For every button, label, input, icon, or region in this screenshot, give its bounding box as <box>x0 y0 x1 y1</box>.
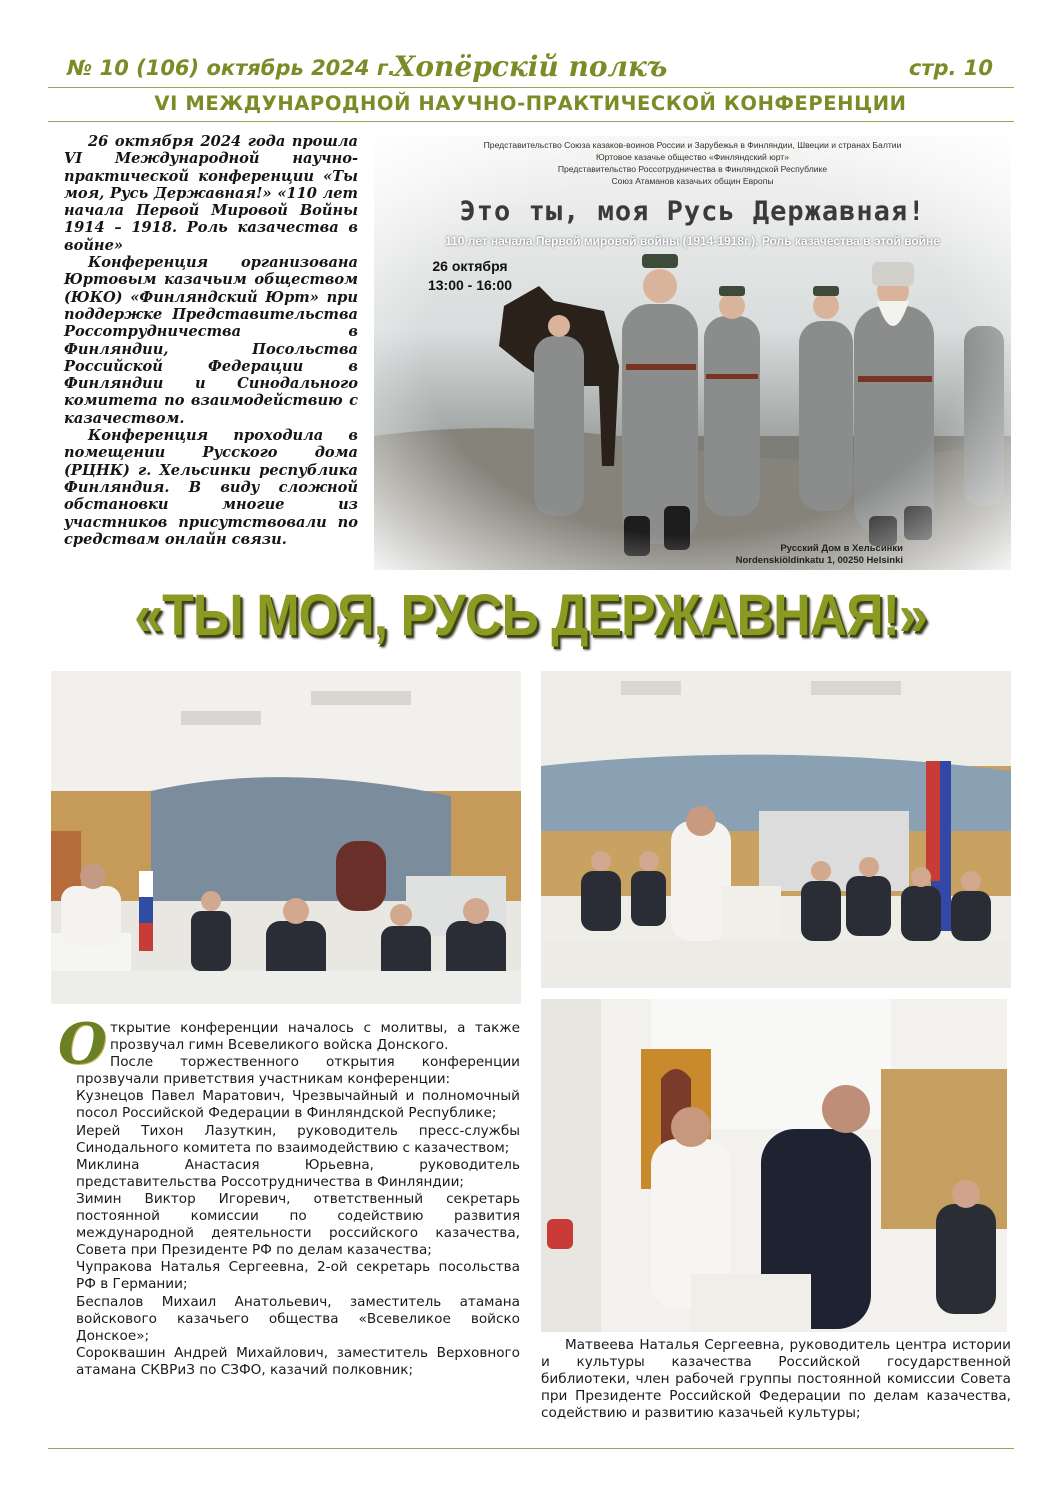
issue-number: № 10 (106) октябрь 2024 г. <box>67 56 396 80</box>
footer-rule <box>48 1448 1014 1449</box>
photo-speaker-podium-image <box>541 671 1011 988</box>
article-paragraph: Зимин Виктор Игоревич, ответственный секретарь постоянной комиссии по содействию развития международной деятельности российского казачества, Совета при Президенте РФ по делам казачества; <box>76 1190 520 1259</box>
poster-organizer: Представительство Россотрудничества в Финляндской Республике <box>557 164 828 174</box>
article-paragraph: Миклина Анастасия Юрьевна, руководитель представительства Россотрудничества в Финляндии; <box>76 1156 520 1190</box>
photo-handshake-image <box>541 999 1007 1332</box>
poster-title: Это ты, моя Русь Державная! <box>459 196 926 227</box>
page-header <box>0 52 1061 86</box>
article-paragraph: Кузнецов Павел Маратович, Чрезвычайный и полномочный посол Российской Федерации в Финляндской Республике; <box>76 1088 520 1122</box>
photo-conference-hall <box>51 671 521 1004</box>
poster-subtitle: 110 лет начала Первой мировой войны (1914-1918г.). Роль казачества в этой войне <box>445 234 940 248</box>
lead-text <box>64 133 358 548</box>
lead-paragraph: Конференция проходила в помещении Русского дома (РЦНК) г. Хельсинки республика Финляндия. В виду сложной обстановки многие из участников присутствовали по средствам онлайн связи. <box>64 427 358 548</box>
section-title: VI МЕЖДУНАРОДНОЙ НАУЧНО-ПРАКТИЧЕСКОЙ КОНФЕРЕНЦИИ <box>154 92 907 115</box>
event-poster <box>374 136 1011 570</box>
drop-cap: О <box>58 1011 107 1077</box>
header-rule <box>48 87 1014 88</box>
poster-date: 26 октября <box>432 258 508 274</box>
photo-speaker-podium <box>541 671 1011 988</box>
poster-venue: Русский Дом в Хельсинки <box>780 543 903 554</box>
lead-paragraph: 26 октября 2024 года прошла VI Международной научно-практической конференции «Ты моя, Русь Державная!» «110 лет начала Первой Мировой Войны 1914 – 1918. Роль казачества в войне» <box>64 133 358 254</box>
first-paragraph-text: ткрытие конференции началось с молитвы, а также прозвучал гимн Всевеликого войска Донского. <box>110 1020 520 1054</box>
article-paragraph: Чупракова Наталья Сергеевна, 2-ой секретарь посольства РФ в Германии; <box>76 1259 520 1293</box>
poster-organizer: Юртовое казачье общество «Финляндский юрт» <box>596 152 789 162</box>
article-paragraph: После торжественного открытия конференции прозвучали приветствия участникам конференции: <box>76 1054 520 1088</box>
lead-paragraph: Конференция организована Юртовым казачьим обществом (ЮКО) «Финляндский Юрт» при поддержке Представительства Россотрудничества в Финляндии, Посольства Российской Федерации в Финляндии и Синодального комитета по взаимодействию с казачеством. <box>64 254 358 427</box>
newspaper-title: Хопёрскiй полкъ <box>393 50 668 83</box>
article-headline: «ТЫ МОЯ, РУСЬ ДЕРЖАВНАЯ!» <box>134 583 927 649</box>
poster-organizer: Союз Атаманов казачьих общин Европы <box>611 176 774 186</box>
article-body <box>58 1011 520 1379</box>
photo-conference-hall-image <box>51 671 521 1004</box>
poster-time: 13:00 - 16:00 <box>427 277 513 293</box>
section-rule <box>48 121 1014 122</box>
poster-address: Nordenskiöldinkatu 1, 00250 Helsinki <box>735 554 903 566</box>
poster-organizer: Представительство Союза казаков-воинов России и Зарубежья в Финляндии, Швеции и странах Балтии <box>483 140 902 150</box>
page-number: стр. 10 <box>908 56 993 80</box>
article-paragraph: Иерей Тихон Лазуткин, руководитель пресс-службы Синодального комитета по взаимодействию с казачеством; <box>76 1122 520 1156</box>
article-paragraph: Беспалов Михаил Анатольевич, заместитель атамана войскового казачьего общества «Всевеликое войско Донское»; <box>76 1293 520 1344</box>
poster-date-block <box>410 257 530 295</box>
caption-paragraph: Матвеева Наталья Сергеевна, руководитель центра истории и культуры казачества Российской государственной библиотеки, член рабочей группы постоянной комиссии Совета при Президенте Российской Федерации по делам казачества, содействию и развитию казачьей культуры; <box>541 1337 1011 1422</box>
photo-caption <box>541 1337 1011 1422</box>
poster-venue-block <box>703 543 903 566</box>
photo-handshake <box>541 999 1007 1332</box>
article-paragraph: Сороквашин Андрей Михайлович, заместитель Верховного атамана СКВРиЗ по СЗФО, казачий полковник; <box>76 1344 520 1378</box>
